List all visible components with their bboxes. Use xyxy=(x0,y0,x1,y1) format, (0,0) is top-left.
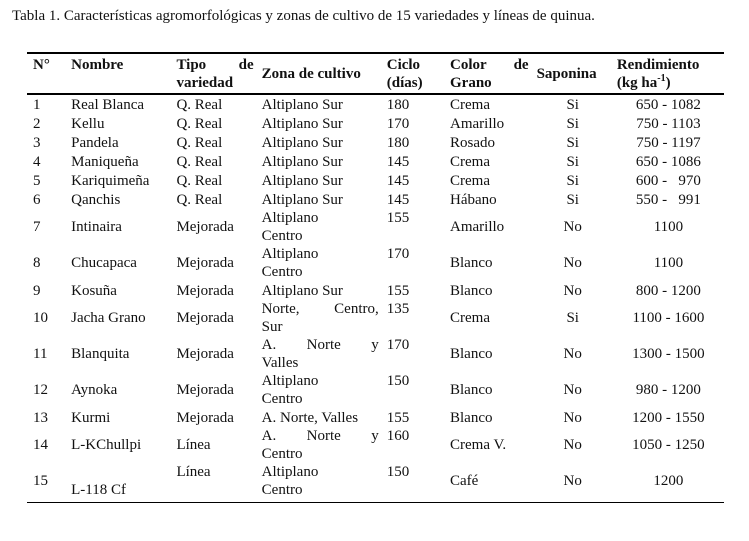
cell-num: 14 xyxy=(33,437,48,453)
cell-num: 12 xyxy=(33,382,48,398)
cell-tipo: Mejorada xyxy=(176,382,234,398)
cell-ciclo: 180 xyxy=(386,134,410,151)
cell-color: Crema xyxy=(450,310,490,326)
table-row xyxy=(27,336,724,372)
cell-ciclo: 155 xyxy=(386,282,410,299)
cell-nombre: Aynoka xyxy=(71,382,118,398)
header-color xyxy=(446,53,533,94)
cell-rendimiento: 1050 - 1250 xyxy=(632,437,705,453)
cell-rendimiento: 1100 - 1600 xyxy=(632,310,705,326)
header-nombre: Nombre xyxy=(67,53,172,94)
header-num: N° xyxy=(27,53,67,94)
cell-num: 2 xyxy=(33,115,41,132)
cell-zona-line2: Centro xyxy=(261,264,303,280)
cell-zona-word: A. xyxy=(261,337,277,353)
cell-nombre: Blanquita xyxy=(71,346,130,362)
table-row xyxy=(27,372,724,408)
cell-ciclo: 145 xyxy=(386,153,410,170)
cell-saponina: No xyxy=(563,255,582,271)
cell-ciclo: 150 xyxy=(383,463,446,503)
cell-nombre: Chucapaca xyxy=(71,255,137,271)
cell-color: Blanco xyxy=(450,282,493,299)
table-row xyxy=(27,209,724,245)
header-color-line1 xyxy=(450,56,529,74)
cell-rendimiento: 1300 - 1500 xyxy=(632,346,705,362)
cell-ciclo: 155 xyxy=(386,210,410,226)
cell-tipo: Mejorada xyxy=(176,255,234,271)
cell-zona xyxy=(258,427,383,463)
cell-tipo: Q. Real xyxy=(176,115,223,132)
cell-nombre: Kosuña xyxy=(71,282,117,299)
cell-zona: Altiplano Sur xyxy=(261,172,343,189)
header-tipo xyxy=(172,53,257,94)
cell-zona xyxy=(258,209,383,245)
cell-zona-word: Norte, xyxy=(261,301,300,317)
cell-ciclo: 170 xyxy=(386,337,410,353)
cell-zona xyxy=(258,463,383,503)
cell-color: Rosado xyxy=(450,134,495,151)
cell-num: 5 xyxy=(33,172,41,189)
header-rendimiento xyxy=(613,53,724,94)
cell-ciclo: 155 xyxy=(386,409,410,426)
cell-num: 15 xyxy=(27,463,67,503)
cell-tipo: Mejorada xyxy=(176,409,234,426)
cell-tipo: Q. Real xyxy=(176,96,223,113)
cell-color: Crema xyxy=(450,172,490,189)
cell-ciclo: 150 xyxy=(386,373,410,389)
cell-zona-line2: Centro xyxy=(261,446,303,462)
cell-rendimiento: 750 - 1197 xyxy=(636,134,701,151)
cell-tipo: Q. Real xyxy=(176,191,223,208)
cell-num: 8 xyxy=(33,255,41,271)
cell-num: 10 xyxy=(33,310,48,326)
header-color-word: de xyxy=(513,57,529,73)
cell-zona-line2: Centro xyxy=(261,391,303,407)
cell-saponina: No xyxy=(563,346,582,362)
cell-rendimiento: 1200 xyxy=(613,463,724,503)
cell-zona-line1: Altiplano xyxy=(261,210,319,226)
cell-nombre: Pandela xyxy=(71,134,119,151)
cell-nombre: Kariquimeña xyxy=(71,172,150,189)
table-row xyxy=(27,300,724,336)
cell-saponina: Si xyxy=(566,172,579,189)
cell-saponina: Si xyxy=(566,115,579,132)
table-row xyxy=(27,133,724,152)
cell-nombre: Maniqueña xyxy=(71,153,139,170)
header-saponina: Saponina xyxy=(533,53,613,94)
header-color-line2: Grano xyxy=(450,75,492,91)
cell-tipo: Mejorada xyxy=(176,346,234,362)
cell-nombre: L-KChullpi xyxy=(71,437,142,453)
cell-tipo: Q. Real xyxy=(176,172,223,189)
cell-zona-word: Norte xyxy=(306,428,341,444)
cell-zona-line1 xyxy=(262,427,379,445)
cell-zona: A. Norte, Valles xyxy=(261,409,359,426)
cell-zona-line2: Centro xyxy=(261,482,303,498)
cell-ciclo: 170 xyxy=(386,115,410,132)
header-rend-line2 xyxy=(617,74,720,92)
header-ciclo-line1: Ciclo xyxy=(386,57,421,73)
cell-color: Blanco xyxy=(450,255,493,271)
table-row xyxy=(27,94,724,114)
cell-rendimiento: 750 - 1103 xyxy=(636,115,701,132)
cell-zona-word: A. xyxy=(261,428,277,444)
cell-rendimiento: 800 - 1200 xyxy=(635,282,701,299)
table-row xyxy=(27,245,724,281)
cell-rendimiento: 980 - 1200 xyxy=(635,382,701,398)
cell-rendimiento: 650 - 1086 xyxy=(635,153,701,170)
cell-num: 1 xyxy=(33,96,41,113)
cell-zona xyxy=(258,336,383,372)
header-color-word: Color xyxy=(450,57,487,73)
cell-color: Crema V. xyxy=(450,437,507,453)
cell-zona-line1: Altiplano xyxy=(261,373,319,389)
cell-zona: Altiplano Sur xyxy=(261,191,343,208)
cell-saponina: No xyxy=(563,382,582,398)
cell-zona-word: Norte xyxy=(306,337,341,353)
cell-num: 11 xyxy=(33,346,48,362)
table-row xyxy=(27,114,724,133)
cell-zona-word: y xyxy=(371,428,379,444)
cell-color: Blanco xyxy=(450,346,493,362)
cell-zona xyxy=(258,245,383,281)
cell-num: 6 xyxy=(33,191,41,208)
cell-rendimiento: 650 - 1082 xyxy=(635,96,701,113)
table-row xyxy=(27,408,724,427)
cell-nombre: Qanchis xyxy=(71,191,121,208)
header-zona: Zona de cultivo xyxy=(258,53,383,94)
header-tipo-word: Tipo xyxy=(176,57,207,73)
cell-zona-line1 xyxy=(262,300,379,318)
cell-tipo: Mejorada xyxy=(176,219,234,235)
table-row xyxy=(27,152,724,171)
cell-rendimiento: 1100 xyxy=(653,255,684,271)
cell-nombre: Real Blanca xyxy=(71,96,145,113)
cell-tipo: Q. Real xyxy=(176,134,223,151)
cell-nombre: Kurmi xyxy=(71,409,111,426)
cell-color: Blanco xyxy=(450,382,493,398)
cell-num: 13 xyxy=(33,409,48,426)
cell-color: Amarillo xyxy=(450,219,505,235)
quinoa-varieties-table xyxy=(27,52,724,503)
cell-tipo: Q. Real xyxy=(176,153,223,170)
cell-rendimiento: 1100 xyxy=(653,219,684,235)
table-header xyxy=(27,53,724,94)
cell-saponina: Si xyxy=(566,96,579,113)
cell-color: Crema xyxy=(450,153,490,170)
table-caption: Tabla 1. Características agromorfológicas y zonas de cultivo de 15 variedades y líneas de quinua. xyxy=(12,8,595,24)
cell-ciclo: 135 xyxy=(386,301,410,317)
cell-color: Café xyxy=(446,463,533,503)
cell-num: 3 xyxy=(33,134,41,151)
cell-rendimiento: 550 - 991 xyxy=(635,191,701,208)
cell-rendimiento: 600 - 970 xyxy=(635,172,701,189)
cell-nombre: Intinaira xyxy=(71,219,122,235)
cell-saponina: No xyxy=(533,463,613,503)
table-row xyxy=(27,427,724,463)
header-rend-unit: (kg ha xyxy=(616,75,658,91)
cell-rendimiento: 1200 - 1550 xyxy=(632,409,705,426)
cell-zona-line1: Altiplano xyxy=(261,246,319,262)
cell-zona-line2: Valles xyxy=(261,355,299,371)
cell-nombre: Jacha Grano xyxy=(71,310,146,326)
cell-num: 4 xyxy=(33,153,41,170)
cell-zona xyxy=(258,372,383,408)
cell-saponina: Si xyxy=(566,191,579,208)
cell-zona: Altiplano Sur xyxy=(261,282,343,299)
cell-zona: Altiplano Sur xyxy=(261,115,343,132)
table-row xyxy=(27,281,724,300)
cell-ciclo: 145 xyxy=(386,191,410,208)
cell-zona-word: y xyxy=(371,337,379,353)
cell-nombre: Kellu xyxy=(71,115,105,132)
cell-saponina: No xyxy=(563,282,582,299)
cell-ciclo: 180 xyxy=(386,96,410,113)
cell-zona-word: Centro, xyxy=(334,301,379,317)
header-tipo-word: de xyxy=(238,57,254,73)
cell-color: Crema xyxy=(450,96,490,113)
table-body xyxy=(27,94,724,503)
cell-color: Amarillo xyxy=(450,115,505,132)
cell-tipo: Mejorada xyxy=(176,310,234,326)
header-ciclo-line2: (días) xyxy=(386,75,423,91)
cell-zona xyxy=(258,300,383,336)
table-row xyxy=(27,190,724,209)
cell-ciclo: 145 xyxy=(386,172,410,189)
cell-tipo: Mejorada xyxy=(176,282,234,299)
cell-zona-line1: Altiplano xyxy=(261,464,319,480)
cell-saponina: No xyxy=(563,409,582,426)
cell-saponina: No xyxy=(563,219,582,235)
cell-nombre: L-118 Cf xyxy=(67,463,172,503)
header-tipo-line2: variedad xyxy=(176,75,234,91)
cell-ciclo: 170 xyxy=(386,246,410,262)
cell-saponina: Si xyxy=(566,153,579,170)
cell-saponina: Si xyxy=(566,310,579,326)
cell-zona: Altiplano Sur xyxy=(261,96,343,113)
table-row xyxy=(27,171,724,190)
cell-color: Blanco xyxy=(450,409,493,426)
header-ciclo xyxy=(383,53,446,94)
cell-zona-line1 xyxy=(262,336,379,354)
cell-tipo: Línea xyxy=(176,437,211,453)
cell-ciclo: 160 xyxy=(386,428,410,444)
header-row xyxy=(27,53,724,94)
header-rend-line1: Rendimiento xyxy=(616,57,700,73)
cell-zona: Altiplano Sur xyxy=(261,153,343,170)
header-rend-paren: ) xyxy=(665,75,671,91)
cell-num: 9 xyxy=(33,282,41,299)
table-row xyxy=(27,463,724,503)
cell-num: 7 xyxy=(33,219,41,235)
cell-saponina: No xyxy=(563,437,582,453)
header-tipo-line1 xyxy=(176,56,253,74)
cell-zona-line2: Sur xyxy=(261,319,283,335)
cell-zona-line2: Centro xyxy=(261,228,303,244)
cell-saponina: Si xyxy=(566,134,579,151)
cell-tipo: Línea xyxy=(172,463,257,503)
header-rend-exponent: -1 xyxy=(657,73,666,84)
cell-color: Hábano xyxy=(450,191,497,208)
cell-zona: Altiplano Sur xyxy=(261,134,343,151)
